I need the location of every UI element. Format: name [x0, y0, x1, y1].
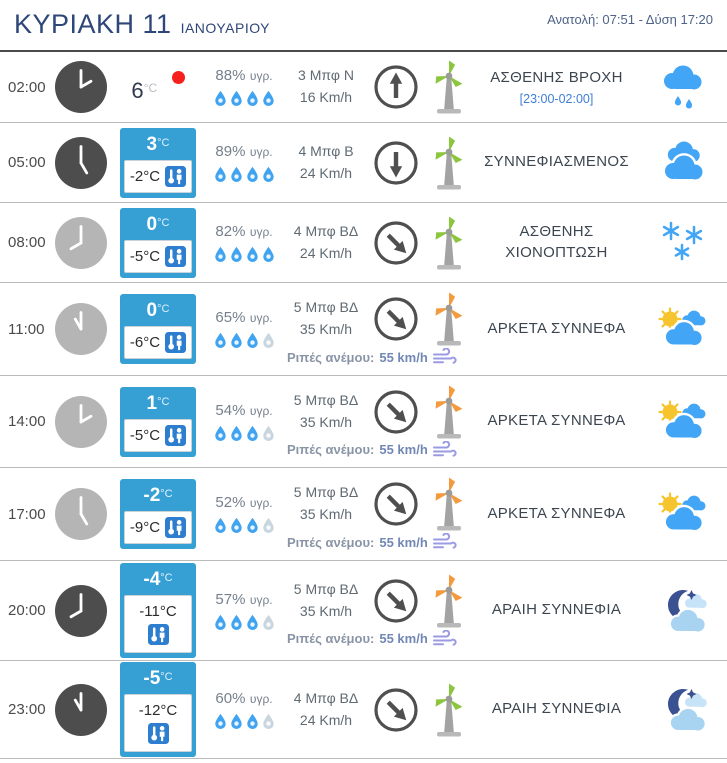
- forecast-row: [0, 560, 727, 660]
- water-drop-icon: [246, 166, 259, 183]
- forecast-row: [0, 282, 727, 375]
- feels-like-box: [124, 694, 192, 752]
- sun-clouds-icon: [639, 305, 727, 353]
- water-drop-icon: [246, 246, 259, 263]
- wind-cell: [284, 477, 474, 551]
- water-drop-icon: [262, 332, 275, 349]
- rain-icon: [639, 61, 727, 113]
- weather-description: ΑΣΘΕΝΗΣ ΧΙΟΝΟΠΤΩΣΗ: [505, 223, 608, 261]
- humidity-value: 65%: [215, 309, 246, 326]
- temperature-box: [120, 208, 196, 278]
- humidity-cell: [204, 143, 284, 183]
- wind-direction-icon: [373, 220, 419, 266]
- humidity-drops: [214, 425, 275, 442]
- wind-direction-icon: [373, 578, 419, 624]
- wind-gust-icon: [432, 630, 457, 648]
- temperature-value: $0^{^\circ C}$: [146, 213, 170, 235]
- sunrise-sunset-times: Ανατολή: 07:51 - Δύση 17:20: [547, 12, 713, 27]
- weather-description-cell: [474, 504, 639, 524]
- water-drop-icon: [246, 517, 259, 534]
- time-label: 20:00: [8, 602, 46, 619]
- humidity-drops: [214, 713, 275, 730]
- temperature-box: [120, 662, 196, 757]
- water-drop-icon: [246, 425, 259, 442]
- water-drop-icon: [230, 517, 243, 534]
- forecast-row: [0, 467, 727, 560]
- snow-icon: [639, 221, 727, 265]
- water-drop-icon: [246, 614, 259, 631]
- water-drop-icon: [230, 246, 243, 263]
- wind-direction-icon: [373, 64, 419, 110]
- wind-speed: [294, 688, 358, 731]
- humidity-drops: [214, 90, 275, 107]
- weather-description-cell: [474, 699, 639, 719]
- feels-like-icon: [165, 332, 186, 353]
- wind-gusts: [284, 630, 457, 648]
- feels-like-value: -2°C: [129, 167, 161, 185]
- water-drop-icon: [214, 614, 227, 631]
- water-drop-icon: [246, 90, 259, 107]
- temperature-value: $3^{^\circ C}$: [146, 133, 170, 155]
- wind-turbine-icon: [426, 574, 472, 628]
- wind-turbine-icon: [426, 477, 472, 531]
- weather-description: ΑΡΚΕΤΑ ΣΥΝΝΕΦΑ: [487, 504, 626, 522]
- weather-description-cell: [474, 222, 639, 263]
- wind-gusts-value: 55 km/h: [379, 631, 428, 646]
- wind-beaufort: 4 Μπφ ΒΔ: [293, 689, 359, 706]
- humidity-unit: υγρ.: [249, 69, 273, 83]
- wind-gusts-label: Ριπές ανέμου:: [287, 442, 375, 457]
- forecast-table: [0, 52, 727, 759]
- clock-icon: [50, 217, 112, 269]
- water-drop-icon: [230, 425, 243, 442]
- sun-clouds-icon: [639, 398, 727, 446]
- feels-like-box: [124, 419, 192, 452]
- weather-description: ΑΡΚΕΤΑ ΣΥΝΝΕΦΑ: [487, 412, 626, 430]
- wind-cell: [284, 216, 474, 270]
- forecast-row: [0, 660, 727, 759]
- time-label: 17:00: [8, 505, 46, 523]
- wind-gusts: [284, 348, 457, 366]
- time-label: 08:00: [8, 234, 46, 251]
- weather-description-cell: [474, 319, 639, 339]
- time-label: 05:00: [8, 154, 46, 171]
- water-drop-icon: [214, 166, 227, 183]
- weather-description-cell: [474, 600, 639, 620]
- weather-description: ΣΥΝΝΕΦΙΑΣΜΕΝΟΣ: [484, 153, 629, 171]
- forecast-row: [0, 202, 727, 282]
- clock-icon: [50, 396, 112, 448]
- water-drop-icon: [230, 614, 243, 631]
- clock-icon: [50, 488, 112, 540]
- temperature-cell: [112, 479, 204, 549]
- weather-description: ΑΣΘΕΝΗΣ ΒΡΟΧΗ: [490, 68, 623, 86]
- humidity-cell: [204, 402, 284, 442]
- clock-icon: [50, 585, 112, 637]
- water-drop-icon: [262, 614, 275, 631]
- temperature-value: $0^{^\circ C}$: [146, 300, 170, 321]
- wind-turbine-icon: [426, 60, 472, 114]
- humidity-cell: [204, 494, 284, 534]
- forecast-row: [0, 122, 727, 202]
- humidity-drops: [214, 614, 275, 631]
- wind-gust-icon: [432, 441, 457, 459]
- temperature-cell: [112, 563, 204, 658]
- humidity-unit: υγρ.: [249, 224, 273, 239]
- wind-turbine-icon: [426, 683, 472, 737]
- temperature-box: [120, 563, 196, 658]
- wind-gusts-label: Ριπές ανέμου:: [287, 631, 375, 646]
- humidity-unit: υγρ.: [249, 496, 273, 510]
- temperature-box: [120, 294, 196, 364]
- wind-kmh: 35 Km/h: [299, 413, 353, 430]
- wind-kmh: 24 Km/h: [299, 711, 353, 728]
- humidity-value: 88%: [215, 67, 246, 84]
- humidity-unit: υγρ.: [249, 144, 273, 159]
- wind-gust-icon: [432, 533, 457, 551]
- water-drop-icon: [246, 332, 259, 349]
- wind-gusts-value: 55 km/h: [379, 442, 428, 457]
- wind-kmh: 35 Km/h: [299, 321, 353, 337]
- temperature-cell: [112, 294, 204, 364]
- temperature-value: $6^{^\circ C}$: [131, 71, 184, 104]
- water-drop-icon: [262, 90, 275, 107]
- feels-like-value: -11°C: [139, 603, 177, 620]
- feels-like-box: [124, 240, 192, 273]
- forecast-row: [0, 375, 727, 467]
- forecast-row: [0, 52, 727, 122]
- feels-like-box: [124, 326, 192, 359]
- weather-description: ΑΡΚΕΤΑ ΣΥΝΝΕΦΑ: [487, 319, 626, 337]
- temperature-cell: [112, 662, 204, 757]
- clock-icon: [50, 303, 112, 355]
- water-drop-icon: [246, 713, 259, 730]
- weather-description: ΑΡΑΙΗ ΣΥΝΝΕΦΙΑ: [491, 601, 622, 619]
- weather-description-cell: [474, 68, 639, 106]
- humidity-drops: [214, 517, 275, 534]
- feels-like-value: -12°C: [138, 702, 178, 719]
- wind-direction-icon: [373, 687, 419, 733]
- temperature-cell: [112, 387, 204, 457]
- wind-beaufort: 5 Μπφ ΒΔ: [293, 580, 359, 597]
- humidity-cell: [204, 690, 284, 730]
- weather-description: ΑΡΑΙΗ ΣΥΝΝΕΦΙΑ: [491, 700, 622, 718]
- temperature-cell: [112, 71, 204, 104]
- water-drop-icon: [230, 332, 243, 349]
- wind-gusts-label: Ριπές ανέμου:: [287, 534, 375, 550]
- feels-like-icon: [165, 425, 186, 446]
- wind-beaufort: 3 Μπφ Ν: [298, 67, 354, 84]
- wind-speed: [294, 221, 358, 264]
- humidity-cell: [204, 223, 284, 263]
- water-drop-icon: [214, 90, 227, 107]
- temperature-cell: [112, 208, 204, 278]
- humidity-value: 60%: [215, 689, 246, 707]
- humidity-drops: [214, 332, 275, 349]
- wind-direction-icon: [373, 481, 419, 527]
- feels-like-icon: [148, 723, 169, 744]
- wind-kmh: 16 Km/h: [299, 89, 353, 105]
- feels-like-value: -6°C: [129, 334, 161, 351]
- temperature-value: $-5^{^\circ C}$: [143, 668, 173, 689]
- temperature-value: $-4^{^\circ C}$: [143, 569, 173, 590]
- wind-beaufort: 5 Μπφ ΒΔ: [293, 484, 359, 501]
- humidity-cell: [204, 591, 284, 631]
- temperature-value: $-2^{^\circ C}$: [143, 485, 173, 506]
- water-drop-icon: [214, 713, 227, 730]
- humidity-drops: [214, 246, 275, 263]
- feels-like-value: -5°C: [129, 426, 161, 444]
- humidity-unit: υγρ.: [249, 691, 273, 706]
- feels-like-box: [124, 511, 192, 544]
- wind-gusts-value: 55 km/h: [379, 534, 428, 550]
- humidity-unit: υγρ.: [249, 311, 273, 325]
- feels-like-value: -5°C: [129, 247, 161, 265]
- wind-speed: [294, 482, 358, 525]
- wind-turbine-icon: [426, 136, 472, 190]
- wind-beaufort: 4 Μπφ Β: [298, 142, 354, 159]
- wind-kmh: 24 Km/h: [299, 244, 353, 261]
- wind-cell: [284, 574, 474, 648]
- wind-kmh: 35 Km/h: [299, 602, 353, 619]
- time-label: 14:00: [8, 413, 46, 430]
- feels-like-icon: [165, 517, 186, 538]
- feels-like-icon: [148, 624, 169, 645]
- day-title-group: [14, 9, 270, 40]
- wind-beaufort: 4 Μπφ ΒΔ: [293, 222, 359, 239]
- wind-cell: [284, 60, 474, 114]
- wind-speed: [298, 65, 354, 108]
- feels-like-box: [124, 160, 192, 193]
- wind-turbine-icon: [426, 292, 472, 346]
- wind-gust-icon: [432, 348, 457, 366]
- humidity-unit: υγρ.: [249, 403, 273, 418]
- temperature-cell: [112, 128, 204, 198]
- time-label: 11:00: [8, 320, 45, 338]
- time-label: 02:00: [8, 78, 46, 96]
- temperature-value: $1^{^\circ C}$: [146, 392, 170, 414]
- humidity-value: 82%: [215, 222, 246, 240]
- humidity-drops: [214, 166, 275, 183]
- water-drop-icon: [230, 166, 243, 183]
- humidity-value: 52%: [215, 494, 246, 511]
- clock-icon: [50, 61, 112, 113]
- wind-speed: [294, 390, 358, 433]
- wind-gusts: [284, 441, 457, 459]
- humidity-cell: [204, 67, 284, 107]
- wind-direction-icon: [373, 140, 419, 186]
- wind-direction-icon: [373, 296, 419, 342]
- wind-speed: [294, 297, 358, 340]
- water-drop-icon: [214, 517, 227, 534]
- wind-speed: [298, 141, 353, 184]
- wind-cell: [284, 292, 474, 366]
- wind-turbine-icon: [426, 385, 472, 439]
- wind-speed: [294, 579, 358, 622]
- clouds-icon: [639, 140, 727, 186]
- temperature-box: [120, 479, 196, 549]
- temperature-box: [120, 387, 196, 457]
- wind-beaufort: 5 Μπφ ΒΔ: [293, 391, 359, 408]
- water-drop-icon: [262, 713, 275, 730]
- wind-kmh: 24 Km/h: [299, 164, 353, 181]
- wind-cell: [284, 136, 474, 190]
- water-drop-icon: [230, 713, 243, 730]
- wind-kmh: 35 Km/h: [299, 506, 353, 522]
- current-time-dot: [172, 71, 185, 84]
- clock-icon: [50, 684, 112, 736]
- wind-gusts-value: 55 km/h: [379, 349, 428, 365]
- weather-period: [23:00-02:00]: [519, 92, 594, 107]
- water-drop-icon: [230, 90, 243, 107]
- wind-direction-icon: [373, 389, 419, 435]
- humidity-value: 54%: [215, 401, 246, 419]
- feels-like-icon: [165, 246, 186, 267]
- humidity-value: 57%: [215, 590, 246, 608]
- day-header: [0, 0, 727, 52]
- weather-description-cell: [474, 152, 639, 172]
- humidity-cell: [204, 309, 284, 349]
- water-drop-icon: [262, 166, 275, 183]
- humidity-value: 89%: [215, 142, 246, 160]
- day-title: ΚΥΡΙΑΚΗ 11: [14, 9, 172, 39]
- wind-cell: [284, 683, 474, 737]
- feels-like-icon: [165, 166, 186, 187]
- feels-like-box: [124, 595, 192, 653]
- humidity-unit: υγρ.: [249, 592, 273, 607]
- clock-icon: [50, 137, 112, 189]
- wind-gusts: [284, 533, 457, 551]
- moon-clouds-icon: [639, 587, 727, 635]
- weather-description-cell: [474, 411, 639, 431]
- time-label: 23:00: [8, 701, 46, 718]
- water-drop-icon: [262, 425, 275, 442]
- moon-clouds-icon: [639, 686, 727, 734]
- water-drop-icon: [214, 332, 227, 349]
- sun-clouds-icon: [639, 490, 727, 538]
- feels-like-value: -9°C: [129, 519, 161, 536]
- wind-cell: [284, 385, 474, 459]
- water-drop-icon: [262, 517, 275, 534]
- month-label: ΙΑΝΟΥΑΡΙΟΥ: [180, 20, 270, 36]
- temperature-box: [120, 128, 196, 198]
- wind-turbine-icon: [426, 216, 472, 270]
- water-drop-icon: [214, 425, 227, 442]
- water-drop-icon: [214, 246, 227, 263]
- wind-gusts-label: Ριπές ανέμου:: [287, 349, 375, 365]
- water-drop-icon: [262, 246, 275, 263]
- wind-beaufort: 5 Μπφ ΒΔ: [293, 299, 359, 316]
